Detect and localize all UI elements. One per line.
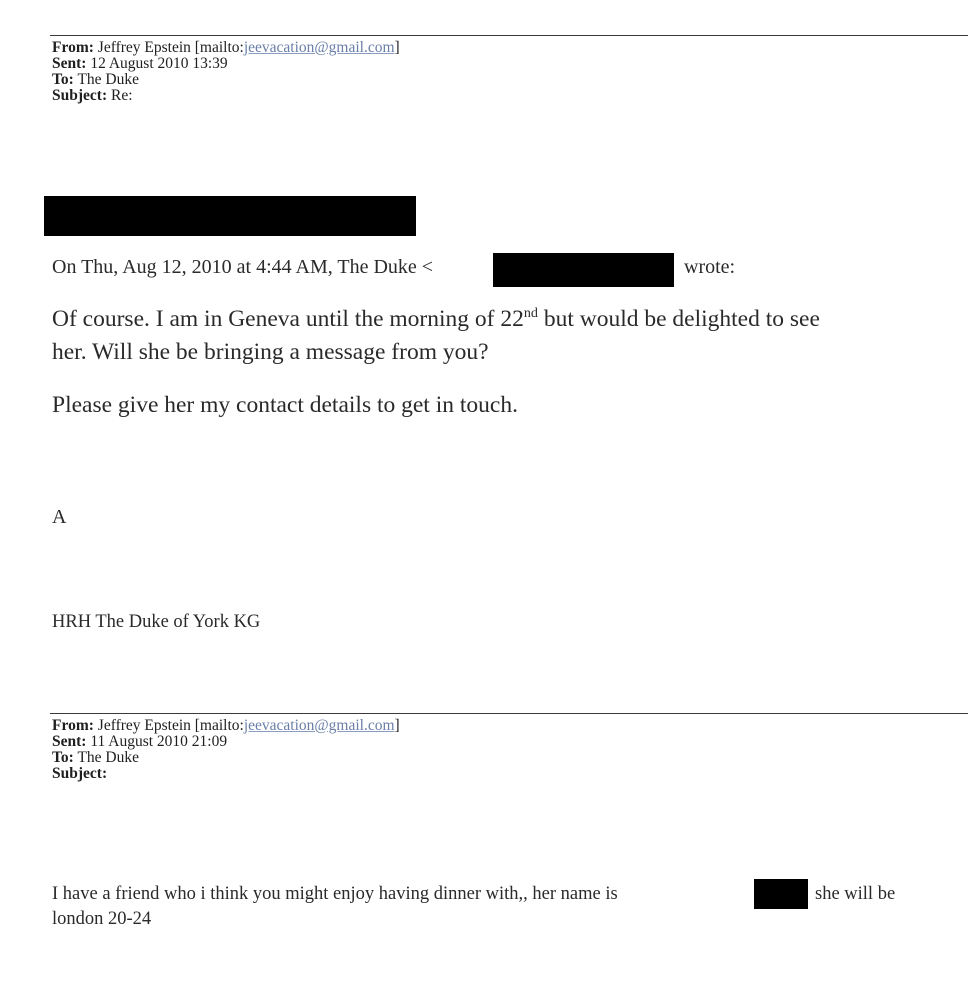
from-line xyxy=(52,40,400,56)
subject-line xyxy=(52,88,400,104)
email-header-2 xyxy=(52,718,400,782)
email-2-body-part-a: I have a friend who i think you might enjoy having dinner with,, her name is xyxy=(52,884,618,904)
email-2-body-line-1 xyxy=(52,884,618,905)
quote-wrote-text: wrote: xyxy=(684,256,736,278)
quote-intro-end xyxy=(684,256,735,279)
from-name: Jeffrey Epstein [mailto: xyxy=(97,39,244,56)
sent-line xyxy=(52,734,400,750)
email-2-body-line-2 xyxy=(52,909,151,930)
header-divider-top xyxy=(50,35,968,36)
paragraph-1-part-b: but would be delighted to see xyxy=(537,306,820,332)
quote-paragraph-1-line-2 xyxy=(52,339,489,366)
redaction-block-large xyxy=(44,196,416,236)
to-label: To: xyxy=(52,71,74,88)
to-value: The Duke xyxy=(77,749,139,766)
sent-value: 12 August 2010 13:39 xyxy=(90,55,228,72)
quote-intro xyxy=(52,256,433,279)
redaction-block-name xyxy=(754,879,808,909)
from-label: From: xyxy=(52,717,94,734)
email-2-body-part-b: she will be xyxy=(815,884,896,904)
subject-label: Subject: xyxy=(52,765,108,782)
from-email-link[interactable]: jeevacation@gmail.com xyxy=(243,39,395,56)
header-divider-bottom xyxy=(50,713,968,714)
email-header-1 xyxy=(52,40,400,104)
to-line xyxy=(52,72,400,88)
paragraph-1-line-2-text: her. Will she be bringing a message from you? xyxy=(52,339,489,365)
subject-value: Re: xyxy=(110,87,133,104)
signature-text: HRH The Duke of York KG xyxy=(52,612,261,632)
from-line xyxy=(52,718,400,734)
email-2-body-line-1-end xyxy=(815,884,895,905)
from-name: Jeffrey Epstein [mailto: xyxy=(97,717,244,734)
signature-initial xyxy=(52,506,66,529)
email-2-body-line-2-text: london 20-24 xyxy=(52,909,152,929)
signature-line xyxy=(52,612,260,633)
quote-paragraph-2 xyxy=(52,392,518,419)
signature-initial-text: A xyxy=(52,506,67,528)
paragraph-2-text: Please give her my contact details to get in touch. xyxy=(52,392,518,418)
to-line xyxy=(52,750,400,766)
quote-paragraph-1 xyxy=(52,306,820,333)
subject-line xyxy=(52,766,400,782)
subject-label: Subject: xyxy=(52,87,108,104)
from-label: From: xyxy=(52,39,94,56)
sent-label: Sent: xyxy=(52,55,87,72)
from-close-bracket: ] xyxy=(394,717,400,734)
paragraph-1-part-a: Of course. I am in Geneva until the morning of 22 xyxy=(52,306,524,332)
sent-value: 11 August 2010 21:09 xyxy=(90,733,228,750)
sent-line xyxy=(52,56,400,72)
from-email-link[interactable]: jeevacation@gmail.com xyxy=(243,717,395,734)
sent-label: Sent: xyxy=(52,733,87,750)
quote-intro-text: On Thu, Aug 12, 2010 at 4:44 AM, The Duke < xyxy=(52,256,434,278)
to-value: The Duke xyxy=(77,71,139,88)
to-label: To: xyxy=(52,749,74,766)
ordinal-superscript: nd xyxy=(523,305,538,322)
redaction-block-email xyxy=(493,253,674,287)
from-close-bracket: ] xyxy=(394,39,400,56)
